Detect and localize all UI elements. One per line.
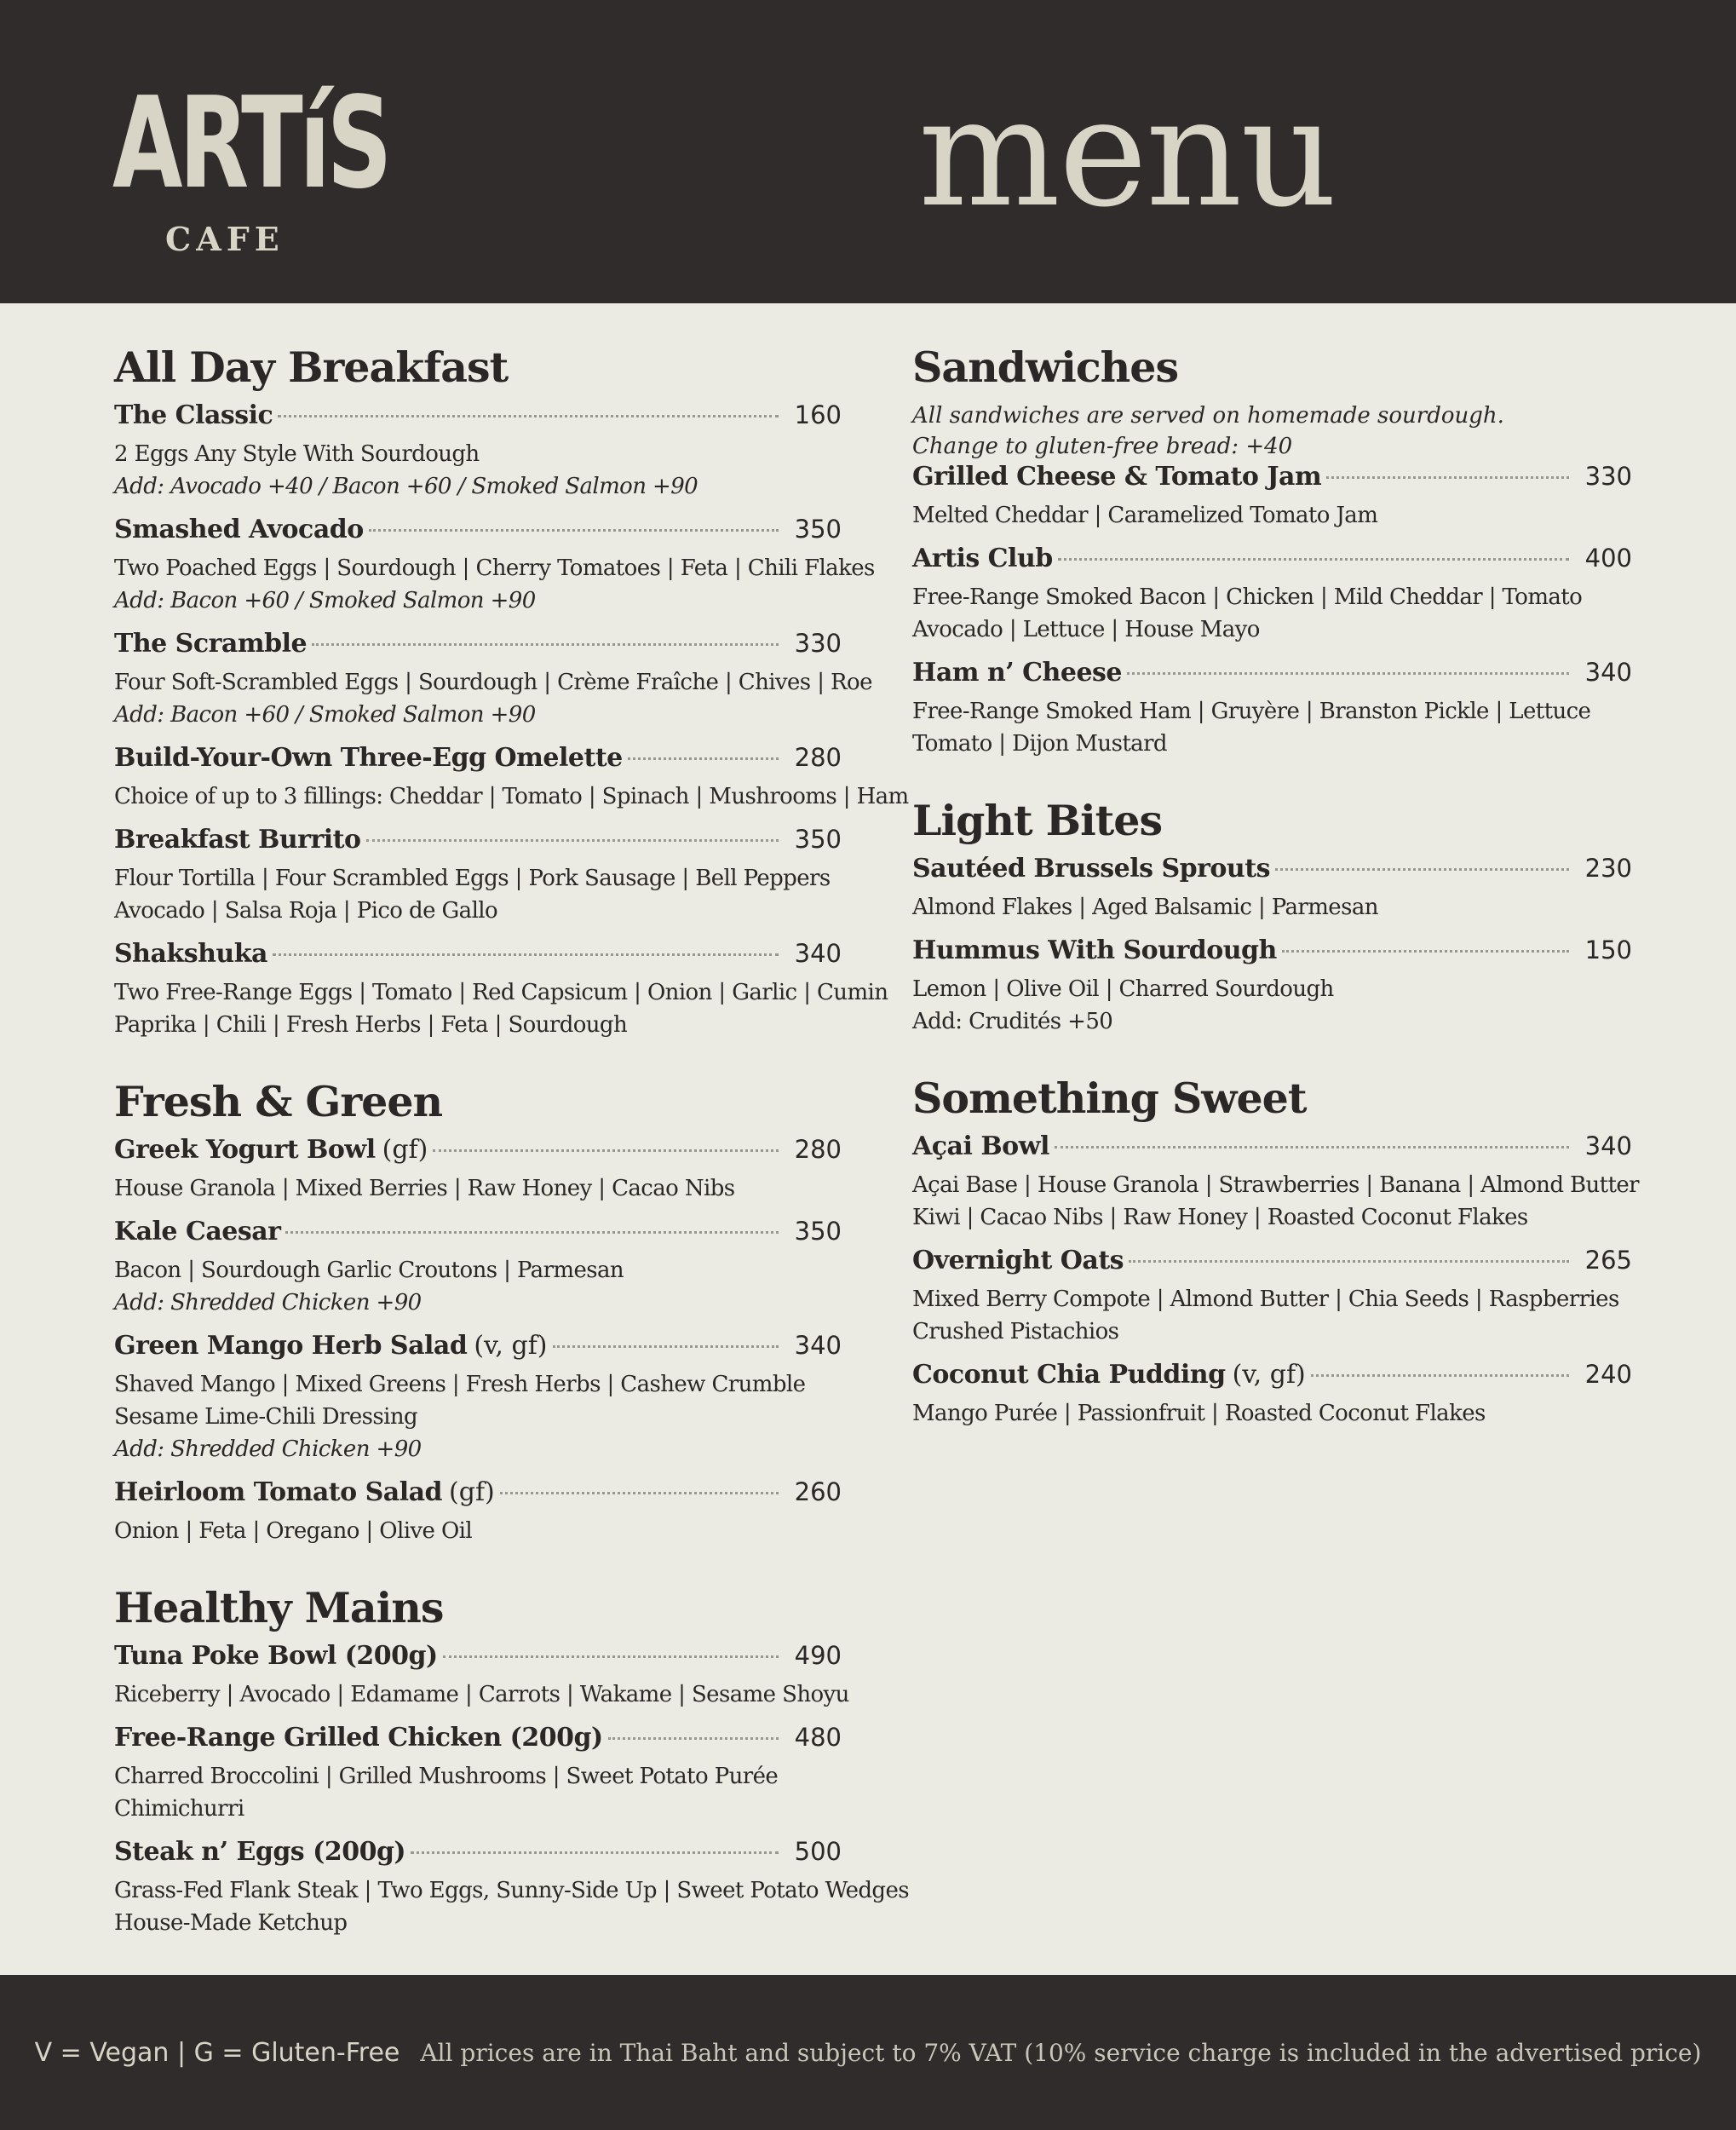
menu-item-addon: Add: Crudités +50 [912,1009,1113,1034]
menu-item-header [114,629,842,666]
menu-item-name: Kale Caesar [114,1217,281,1246]
menu-item-description: Free-Range Smoked Bacon | Chicken | Mild Cheddar | Tomato [912,584,1583,610]
menu-item-description: House Granola | Mixed Berries | Raw Honey | Cacao Nibs [114,1176,735,1201]
menu-item-price: 280 [794,743,842,772]
menu-item [912,1246,1632,1348]
menu-item-description: House-Made Ketchup [114,1910,348,1936]
footer-line [0,1975,1736,2130]
section-title: All Day Breakfast [114,343,509,392]
menu-item-price: 350 [794,515,842,544]
menu-item-header [114,939,842,976]
menu-item-name: Shakshuka [114,939,267,969]
logo-subtitle: CAFE [165,220,285,258]
menu-item-price: 340 [1584,1131,1632,1160]
dot-leader [443,1655,779,1658]
menu-item-description: Almond Flakes | Aged Balsamic | Parmesan [912,895,1378,920]
menu-item-description: Açai Base | House Granola | Strawberries | Banana | Almond Butter [912,1172,1639,1198]
dot-leader [1326,476,1569,479]
menu-item [114,1837,909,1939]
menu-item-price: 260 [794,1477,842,1506]
pricing-note: All prices are in Thai Baht and subject to 7% VAT (10% service charge is included in the advertised price) [420,2038,1702,2067]
menu-item-description: Crushed Pistachios [912,1319,1119,1344]
dietary-tag: (gf) [382,1135,428,1165]
menu-item-header [114,1723,842,1760]
menu-item-header [912,854,1632,891]
menu-item-addon: Add: Bacon +60 / Smoked Salmon +90 [114,702,536,728]
menu-item-price: 265 [1584,1246,1632,1275]
menu-item-description: Four Soft-Scrambled Eggs | Sourdough | Crème Fraîche | Chives | Roe [114,670,872,695]
menu-item [912,658,1632,760]
menu-item-description: Avocado | Salsa Roja | Pico de Gallo [114,898,498,924]
menu-item-description: Melted Cheddar | Caramelized Tomato Jam [912,503,1378,528]
dot-leader [628,757,779,760]
menu-item-price: 150 [1584,935,1632,964]
menu-item-name: Grilled Cheese & Tomato Jam [912,462,1322,492]
menu-item-price: 340 [794,1331,842,1360]
menu-item-addon: Add: Bacon +60 / Smoked Salmon +90 [114,588,536,613]
menu-item-name: Free-Range Grilled Chicken (200g) [114,1723,603,1753]
menu-item-header [114,1641,842,1678]
menu-item-price: 230 [1584,854,1632,883]
menu-item-description: Flour Tortilla | Four Scrambled Eggs | Pork Sausage | Bell Peppers [114,866,831,891]
menu-item-header [114,1135,842,1172]
menu-section-light-bites [912,794,1632,1038]
menu-item [114,1331,842,1465]
menu-item-description: Kiwi | Cacao Nibs | Raw Honey | Roasted Coconut Flakes [912,1205,1528,1230]
menu-item-price: 400 [1584,544,1632,573]
menu-section-healthy-mains [114,1581,909,1939]
menu-item-name: Smashed Avocado [114,515,364,544]
menu-item-header [114,1837,842,1874]
menu-item-description: Sesame Lime-Chili Dressing [114,1404,418,1430]
footer-banner [0,1975,1736,2130]
menu-item-description: Shaved Mango | Mixed Greens | Fresh Herbs | Cashew Crumble [114,1372,806,1397]
dot-leader [411,1851,779,1854]
menu-item-name: Breakfast Burrito [114,825,361,855]
section-title: Healthy Mains [114,1583,444,1632]
menu-item-price: 240 [1584,1360,1632,1389]
menu-item [114,629,872,731]
dietary-tag: (v, gf) [474,1331,548,1361]
menu-item [114,1477,842,1547]
menu-item-name: Build-Your-Own Three-Egg Omelette [114,743,623,773]
menu-item-name: Overnight Oats [912,1246,1124,1275]
menu-item-header [912,935,1632,973]
menu-section-all-day-breakfast [114,341,909,1041]
menu-item-description: Choice of up to 3 fillings: Cheddar | Tomato | Spinach | Mushrooms | Ham [114,784,909,809]
left-column [114,341,909,1973]
dot-leader [1275,868,1569,871]
right-column [912,341,1639,1464]
menu-item-header [912,1360,1632,1397]
dot-leader [1127,672,1569,675]
menu-item-addon: Add: Shredded Chicken +90 [114,1436,422,1462]
menu-item-price: 500 [794,1837,842,1866]
menu-item-header [912,1246,1632,1283]
menu-item-price: 490 [794,1641,842,1670]
dietary-tag: (gf) [449,1477,495,1507]
menu-item-price: 160 [794,400,842,429]
menu-item [114,939,888,1041]
menu-item-header [114,400,842,438]
logo-wordmark: ARTíS [112,70,389,216]
menu-item-header [912,462,1632,499]
menu-item-description: Onion | Feta | Oregano | Olive Oil [114,1518,473,1544]
menu-item-description: Bacon | Sourdough Garlic Croutons | Parmesan [114,1258,624,1283]
menu-item-description: Mixed Berry Compote | Almond Butter | Chia Seeds | Raspberries [912,1287,1619,1312]
dot-leader [312,643,779,646]
menu-item-header [114,1477,842,1515]
dot-leader [500,1492,779,1494]
menu-title: menu [918,66,1336,240]
menu-item-description: Two Poached Eggs | Sourdough | Cherry Tomatoes | Feta | Chili Flakes [114,556,875,581]
dot-leader [285,1231,779,1234]
menu-item-header [114,515,842,552]
menu-item-header [114,743,842,780]
menu-item [114,825,842,927]
menu-item-header [912,658,1632,695]
menu-item-price: 350 [794,1217,842,1246]
menu-item-description: Riceberry | Avocado | Edamame | Carrots | Wakame | Sesame Shoyu [114,1682,849,1707]
menu-item-price: 350 [794,825,842,854]
menu-item-name: Steak n’ Eggs (200g) [114,1837,406,1867]
menu-item-description: Paprika | Chili | Fresh Herbs | Feta | Sourdough [114,1012,628,1038]
dot-leader [1058,558,1569,561]
menu-item-price: 480 [794,1723,842,1752]
menu-item-addon: Add: Avocado +40 / Bacon +60 / Smoked Salmon +90 [114,474,698,499]
menu-item-description: Tomato | Dijon Mustard [912,731,1167,757]
dietary-legend: V = Vegan | G = Gluten-Free [34,2037,400,2068]
dot-leader [553,1345,779,1348]
menu-item [114,400,842,503]
menu-item-price: 330 [1584,462,1632,491]
menu-item-header [114,1331,842,1368]
dot-leader [1055,1146,1569,1148]
section-note: Change to gluten-free bread: +40 [912,434,1293,459]
menu-item-description: 2 Eggs Any Style With Sourdough [114,441,480,467]
dietary-tag: (v, gf) [1232,1360,1306,1390]
menu-item [912,854,1632,924]
dot-leader [278,415,779,417]
menu-item [114,743,909,813]
menu-item-name: Hummus With Sourdough [912,935,1277,965]
menu-item-name: Heirloom Tomato Salad [114,1477,443,1507]
menu-item-price: 340 [794,939,842,968]
dot-leader [369,529,779,532]
menu-item-description: Mango Purée | Passionfruit | Roasted Coconut Flakes [912,1401,1486,1426]
menu-item [114,515,875,617]
menu-item-description: Grass-Fed Flank Steak | Two Eggs, Sunny-Side Up | Sweet Potato Wedges [114,1878,909,1903]
menu-item-description: Lemon | Olive Oil | Charred Sourdough [912,976,1334,1002]
menu-item-name: Artis Club [912,544,1053,573]
dot-leader [1311,1374,1569,1377]
menu-item-header [912,544,1632,581]
menu-item-price: 280 [794,1135,842,1164]
menu-item [114,1217,842,1319]
dot-leader [1282,950,1569,953]
menu-item-name: Greek Yogurt Bowl [114,1135,376,1165]
menu-item-header [912,1131,1632,1169]
header-banner [0,0,1736,303]
menu-item-price: 330 [794,629,842,658]
menu-item-description: Two Free-Range Eggs | Tomato | Red Capsicum | Onion | Garlic | Cumin [114,980,888,1005]
menu-item [114,1135,842,1205]
dot-leader [433,1149,779,1152]
menu-section-fresh-green [114,1075,842,1547]
menu-item-name: Coconut Chia Pudding [912,1360,1226,1390]
menu-item-name: Açai Bowl [912,1131,1049,1161]
menu-item-name: Tuna Poke Bowl (200g) [114,1641,438,1671]
menu-item [912,935,1632,1038]
menu-item-addon: Add: Shredded Chicken +90 [114,1290,422,1315]
menu-item-name: Green Mango Herb Salad [114,1331,468,1361]
section-note: All sandwiches are served on homemade sourdough. [912,403,1504,429]
section-title: Something Sweet [912,1074,1307,1123]
menu-item-name: The Scramble [114,629,308,659]
section-title: Light Bites [912,796,1163,845]
menu-item-name: Sautéed Brussels Sprouts [912,854,1270,884]
menu-item [114,1641,849,1711]
menu-item-description: Avocado | Lettuce | House Mayo [912,617,1260,642]
section-title: Fresh & Green [114,1077,443,1126]
menu-item-name: Ham n’ Cheese [912,658,1123,688]
menu-item [912,1131,1639,1234]
menu-section-something-sweet [912,1072,1639,1430]
menu-item-header [114,825,842,862]
dot-leader [608,1737,779,1740]
menu-item [114,1723,842,1825]
menu-item [912,1360,1632,1430]
menu-item-description: Charred Broccolini | Grilled Mushrooms | Sweet Potato Purée [114,1764,779,1789]
menu-item-header [114,1217,842,1254]
menu-item-description: Chimichurri [114,1796,244,1822]
menu-item-price: 340 [1584,658,1632,687]
menu-item [912,544,1632,646]
menu-item-name: The Classic [114,400,273,430]
menu-section-sandwiches [912,341,1632,760]
dot-leader [366,839,779,842]
dot-leader [1129,1260,1569,1263]
menu-item [912,462,1632,532]
menu-item-description: Free-Range Smoked Ham | Gruyère | Branston Pickle | Lettuce [912,699,1591,724]
dot-leader [273,953,779,956]
section-title: Sandwiches [912,343,1179,392]
